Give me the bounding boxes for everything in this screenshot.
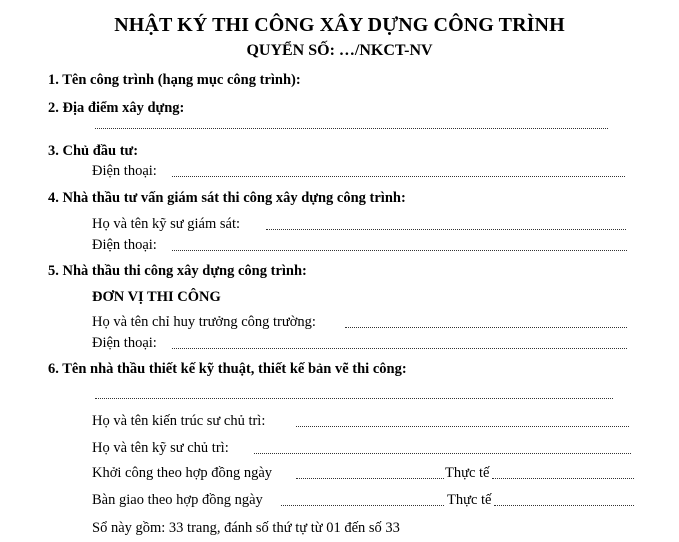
section-3-phone-label: Điện thoại: [92, 163, 157, 179]
section-6-start-actual-dotted-line [492, 478, 634, 479]
section-4-engineer-label: Họ và tên kỹ sư giám sát: [92, 216, 241, 232]
document-footer-note: Sổ này gồm: 33 trang, đánh số thứ tự từ 01 đến số 33 [92, 520, 400, 536]
section-2-dotted-line [95, 128, 608, 129]
section-6-architect-label: Họ và tên kiến trúc sư chủ trì: [92, 413, 266, 429]
section-6-architect-dotted-line [296, 426, 629, 427]
document-subtitle: QUYỂN SỐ: …/NKCT-NV [246, 42, 433, 59]
section-6-handover-label: Bàn giao theo hợp đồng ngày [92, 492, 263, 508]
section-5-label: 5. Nhà thầu thi công xây dựng công trình: [48, 263, 307, 279]
section-6-engineer-dotted-line [254, 453, 631, 454]
section-6-handover-dotted-line [281, 505, 444, 506]
section-4-label: 4. Nhà thầu tư vấn giám sát thi công xây dựng công trình: [48, 190, 406, 206]
section-6-engineer-label: Họ và tên kỹ sư chủ trì: [92, 440, 229, 456]
section-6-start-dotted-line [296, 478, 444, 479]
section-5-unit-label: ĐƠN VỊ THI CÔNG [92, 289, 221, 305]
document-title: NHẬT KÝ THI CÔNG XÂY DỰNG CÔNG TRÌNH [114, 14, 565, 36]
section-1-label: 1. Tên công trình (hạng mục công trình): [48, 72, 301, 88]
section-5-commander-dotted-line [345, 327, 627, 328]
section-4-phone-label: Điện thoại: [92, 237, 157, 253]
section-4-phone-dotted-line [172, 250, 627, 251]
section-4-engineer-dotted-line [266, 229, 626, 230]
section-2-label: 2. Địa điểm xây dựng: [48, 100, 185, 116]
section-5-phone-dotted-line [172, 348, 627, 349]
section-6-handover-actual-dotted-line [494, 505, 634, 506]
section-5-commander-label: Họ và tên chỉ huy trưởng công trường: [92, 314, 316, 330]
section-3-phone-dotted-line [172, 176, 625, 177]
section-6-start-actual-label: Thực tế [445, 465, 490, 481]
section-3-label: 3. Chủ đầu tư: [48, 143, 139, 159]
section-6-label: 6. Tên nhà thầu thiết kế kỹ thuật, thiết kế bản vẽ thi công: [48, 361, 407, 377]
section-6-start-label: Khởi công theo hợp đồng ngày [92, 465, 273, 481]
section-5-phone-label: Điện thoại: [92, 335, 157, 351]
section-6-dotted-line [95, 398, 613, 399]
section-6-handover-actual-label: Thực tế [447, 492, 492, 508]
